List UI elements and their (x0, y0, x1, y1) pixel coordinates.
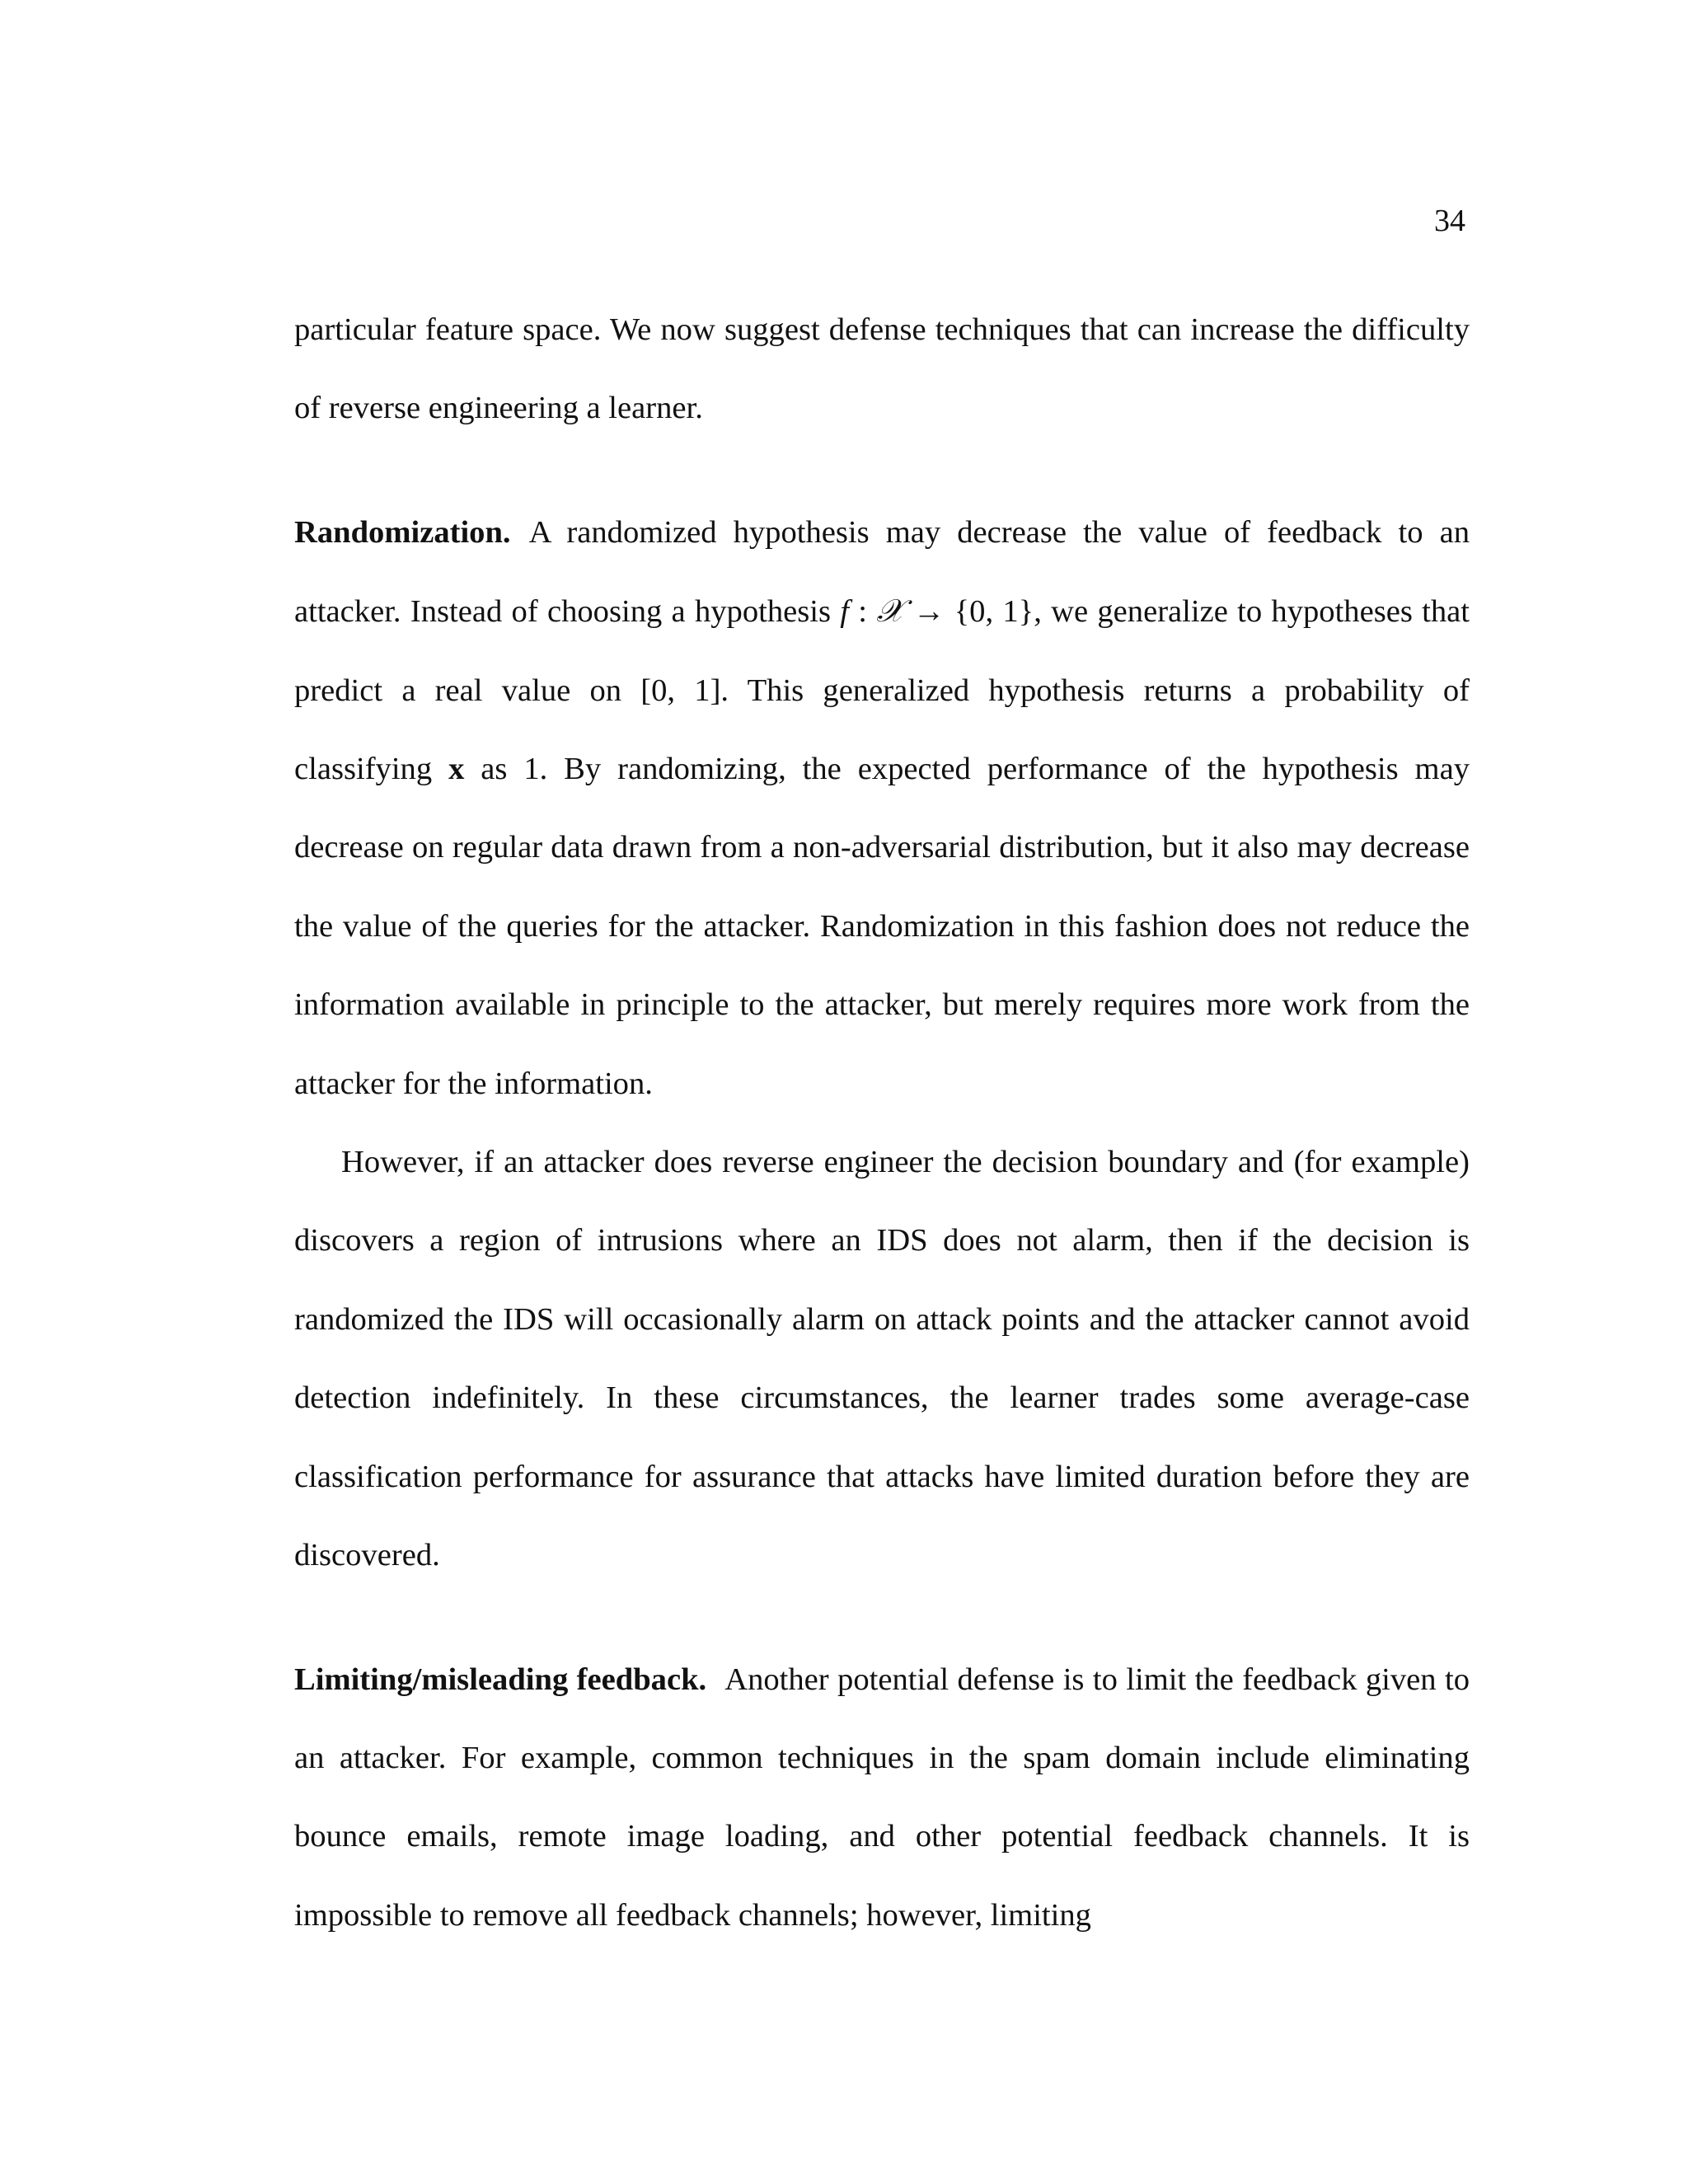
paragraph-however: However, if an attacker does reverse engineer the decision boundary and (for example) discovers a region of intrusions where an IDS does not alarm, then if the decision is randomized the IDS will occasionally alarm on attack points and the attacker cannot avoid detection indefinitely. In these circumstances, the learner trades some average-case classification performance for assurance that attacks have limited duration before they are discovered. (294, 1145, 1470, 1573)
randomization-text-part1: A randomized hypothesis may decrease the value of feedback to an attacker. Instead of choosing a hypothesis (294, 514, 1470, 630)
math-x-vector: x (448, 752, 465, 787)
math-f: f (840, 594, 850, 630)
math-feature-space: 𝒳 (876, 593, 904, 630)
text-column (294, 291, 1470, 1955)
section-heading-limiting-feedback: Limiting/misleading feedback. (294, 1661, 707, 1697)
section-heading-randomization: Randomization. (294, 514, 511, 550)
randomization-text-part2: , we generalize to hypotheses that predict a real value on [0, 1]. This generalized hypothesis returns a probability of classifying (294, 594, 1470, 787)
page-number: 34 (1434, 204, 1465, 238)
paragraph-intro: particular feature space. We now suggest defense techniques that can increase the difficulty of reverse engineering a learner. (294, 312, 1470, 426)
paragraph-randomization (294, 494, 1470, 1123)
limiting-feedback-text: Another potential defense is to limit the feedback given to an attacker. For example, common techniques in the spam domain include eliminating bounce emails, remote image loading, and other potential feedback channels. It is impossible to remove all feedback channels; however, limiting (294, 1661, 1470, 1933)
randomization-text-part3: as 1. By randomizing, the expected performance of the hypothesis may decrease on regular data drawn from a non-adversarial distribution, but it also may decrease the value of the queries for the attacker. Randomization in this fashion does not reduce the information available in principle to the attacker, but merely requires more work from the attacker for the information. (294, 752, 1470, 1101)
math-codomain: → {0, 1} (903, 594, 1034, 630)
math-colon: : (849, 594, 877, 630)
paragraph-limiting-feedback (294, 1641, 1470, 1956)
